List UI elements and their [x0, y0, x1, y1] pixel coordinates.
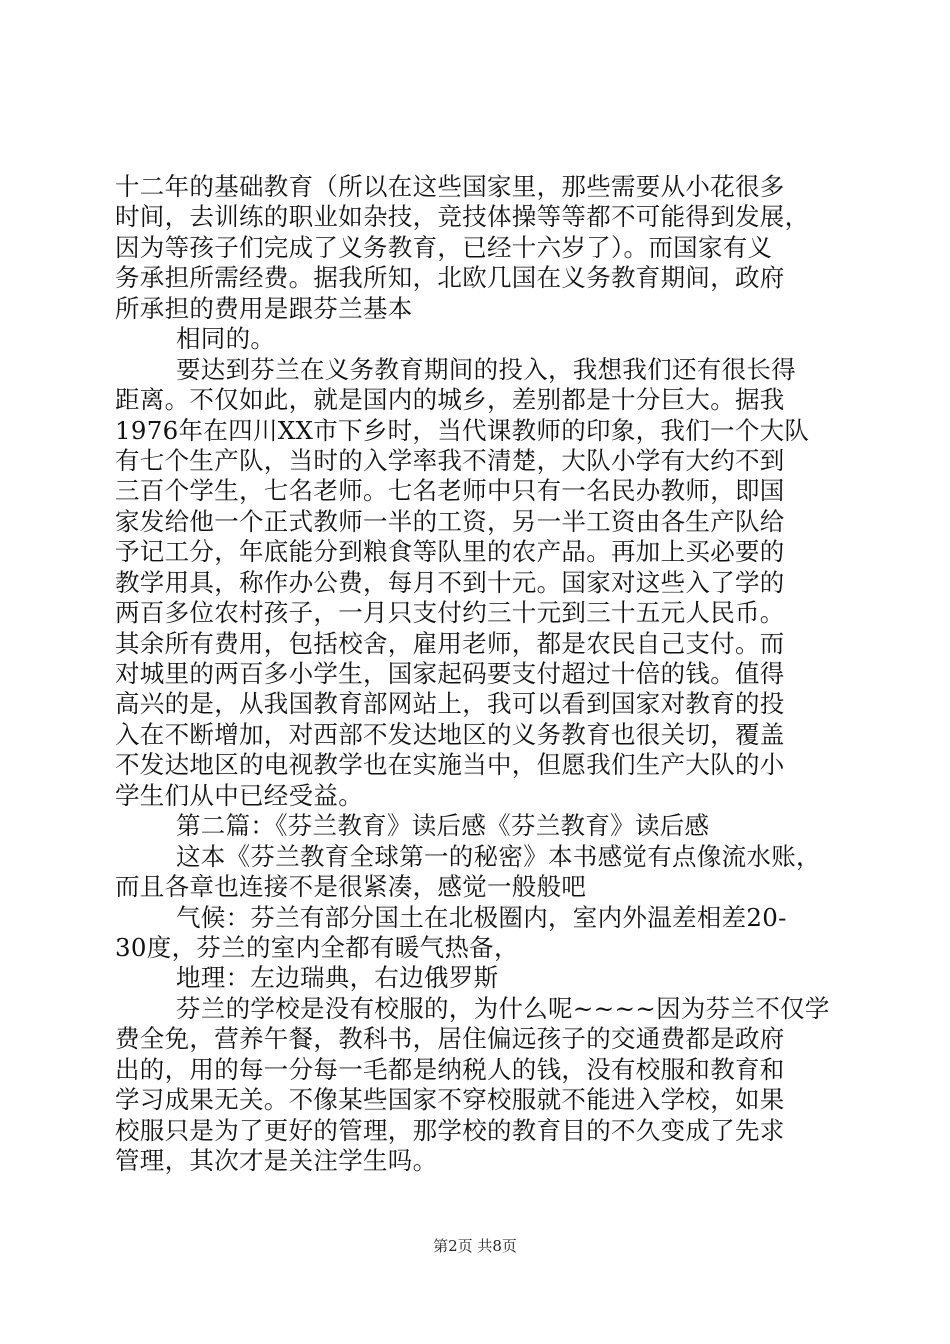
text-line: 务承担所需经费。据我所知，北欧几国在义务教育期间，政府	[115, 263, 785, 293]
text-line: 校服只是为了更好的管理，那学校的教育目的不久变成了先求	[115, 1115, 785, 1145]
text-line: 因为等孩子们完成了义务教育，已经十六岁了）。而国家有义	[115, 232, 773, 262]
text-line: 三百个学生，七名老师。七名老师中只有一名民办教师，即国	[115, 476, 785, 506]
text-line: 管理，其次才是关注学生吗。	[115, 1146, 438, 1175]
text-line: 予记工分，年底能分到粮食等队里的农产品。再加上买必要的	[115, 537, 785, 567]
text-line: 教学用具，称作办公费，每月不到十元。国家对这些入了学的	[115, 567, 785, 597]
text-line: 学生们从中已经受益。	[115, 780, 363, 810]
text-line: 两百多位农村孩子，一月只支付约三十元到三十五元人民币。	[115, 598, 785, 628]
document-body	[115, 172, 835, 1176]
text-line: 家发给他一个正式教师一半的工资，另一半工资由各生产队给	[115, 506, 785, 536]
text-line: 所承担的费用是跟芬兰基本	[115, 293, 413, 323]
text-line: 出的，用的每一分每一毛都是纳税人的钱，没有校服和教育和	[115, 1054, 785, 1084]
paragraph-start-line: 这本《芬兰教育全球第一的秘密》本书感觉有点像流水账，	[176, 841, 821, 871]
text-line: 1976年在四川XX市下乡时，当代课教师的印象，我们一个大队	[115, 415, 810, 445]
text-line: 30度，芬兰的室内全都有暖气热备，	[115, 932, 519, 962]
text-line: 距离。不仅如此，就是国内的城乡，差别都是十分巨大。据我	[115, 385, 785, 415]
paragraph-start-line: 气候：芬兰有部分国土在北极圈内，室内外温差相差20-	[176, 902, 787, 932]
paragraph-start-line: 要达到芬兰在义务教育期间的投入，我想我们还有很长得	[176, 354, 796, 384]
paragraph-start-line: 芬兰的学校是没有校服的，为什么呢~~~~因为芬兰不仅学	[176, 993, 830, 1023]
paragraph-start-line: 地理：左边瑞典，右边俄罗斯	[176, 963, 499, 993]
text-line: 入在不断增加，对西部不发达地区的义务教育也很关切，覆盖	[115, 719, 785, 749]
text-line: 相同的。	[176, 324, 276, 354]
text-line: 不发达地区的电视教学也在实施当中，但愿我们生产大队的小	[115, 750, 785, 780]
text-line: 而且各章也连接不是很紧凑，感觉一般般吧	[115, 872, 587, 902]
section-heading: 第二篇：《芬兰教育》读后感《芬兰教育》读后感	[176, 811, 710, 841]
text-line: 学习成果无关。不像某些国家不穿校服就不能进入学校，如果	[115, 1085, 785, 1115]
page-number-footer: 第2页 共8页	[433, 1237, 517, 1255]
text-line: 其余所有费用，包括校舍，雇用老师，都是农民自己支付。而	[115, 628, 785, 658]
text-line: 有七个生产队，当时的入学率我不清楚，大队小学有大约不到	[115, 445, 785, 475]
text-line: 十二年的基础教育（所以在这些国家里，那些需要从小花很多	[115, 172, 785, 201]
text-line: 费全免，营养午餐，教科书，居住偏远孩子的交通费都是政府	[115, 1024, 785, 1054]
text-line: 对城里的两百多小学生，国家起码要支付超过十倍的钱。值得	[115, 659, 785, 688]
text-line: 时间，去训练的职业如杂技，竞技体操等等都不可能得到发展，	[115, 202, 810, 232]
text-line: 高兴的是，从我国教育部网站上，我可以看到国家对教育的投	[115, 689, 785, 719]
